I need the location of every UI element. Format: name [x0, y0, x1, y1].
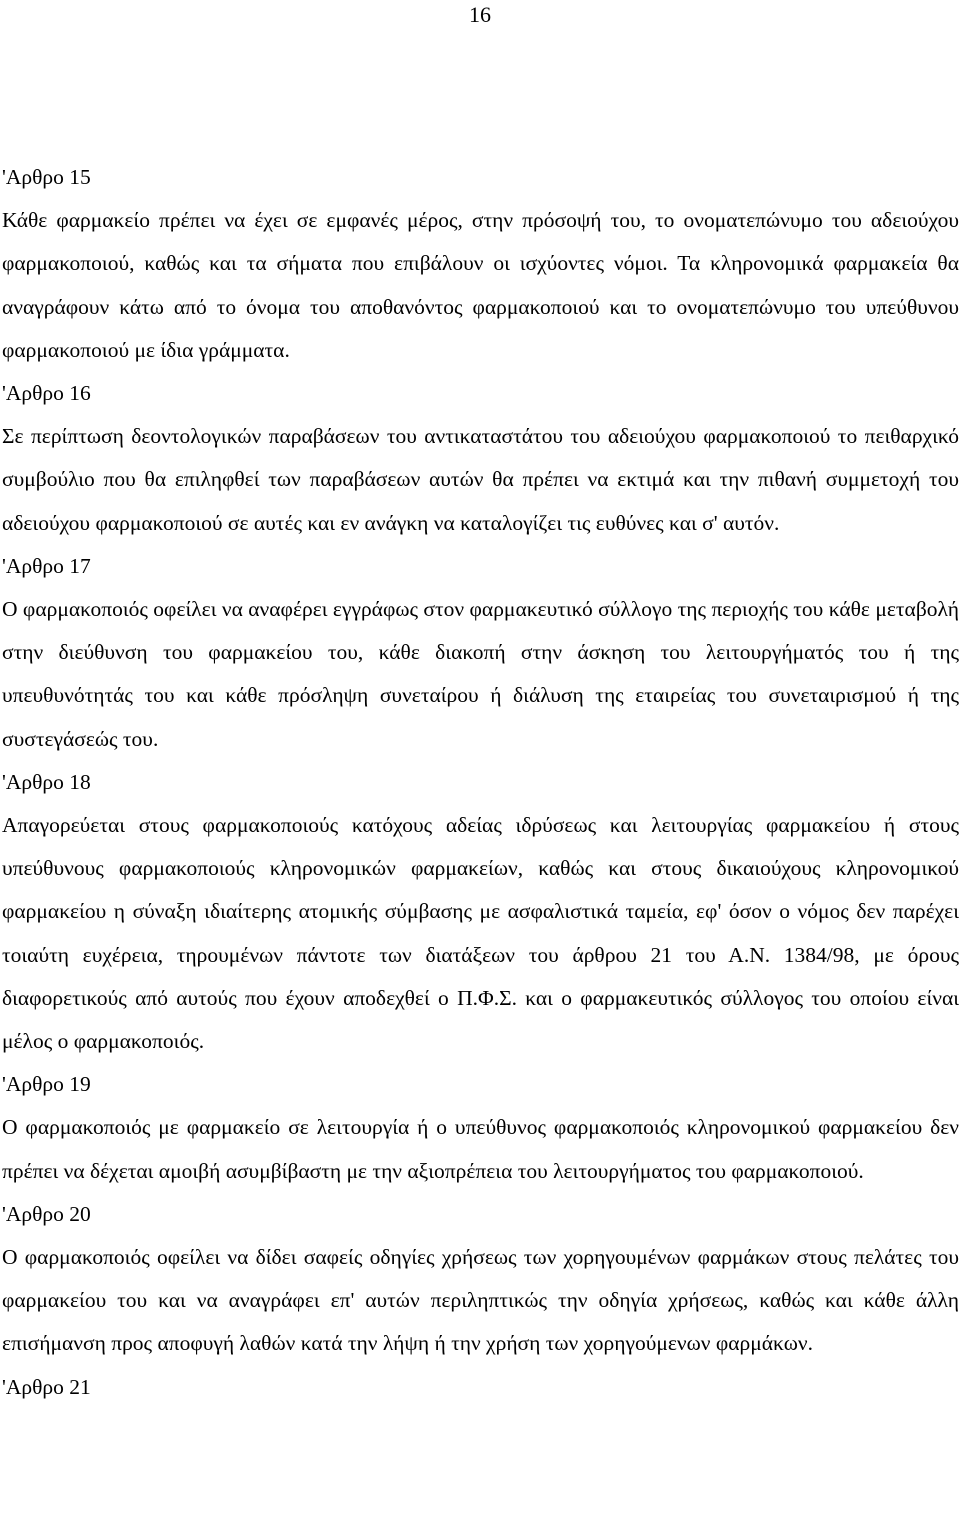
article-16-heading: 'Αρθρο 16 [2, 381, 91, 406]
article-15-heading: 'Αρθρο 15 [2, 165, 91, 189]
article-15-text: Κάθε φαρμακείο πρέπει να έχει σε εμφανές μέρος, στην πρόσοψή του, το ονοματεπώνυμο του αδειούχου φαρμακοποιού, καθώς και τα σήματα που επιβάλουν οι ισχύοντες νόμοι. Τα κληρονομικά φαρμακεία θα αναγράφουν κάτω από το όνομα του αποθανόντος φαρμακοποιού και το ονοματεπώνυμο του υπεύθυνου φαρμακοποιού με ίδια γράμματα. [2, 208, 959, 362]
article-17-heading: 'Αρθρο 17 [2, 553, 91, 578]
article-19-heading: 'Αρθρο 19 [2, 1072, 91, 1097]
article-18-text: Απαγορεύεται στους φαρμακοποιούς κατόχους αδείας ιδρύσεως και λειτουργίας φαρμακείου ή στους υπεύθυνους φαρμακοποιούς κληρονομικών φαρμακείων, καθώς και στους δικαιούχους κληρονομικού φαρμακείου η σύναξη ιδιαίτερης ατομικής σύμβασης με ασφαλιστικά ταμεία, εφ' όσον ο νόμος δεν παρέχει τοιαύτη ευχέρεια, τηρουμένων πάντοτε των διατάξεων του άρθρου 21 του Α.Ν. 1384/98, με όρους διαφορετικούς από αυτούς που έχουν αποδεχθεί ο Π.Φ.Σ. και ο φαρμακευτικός σύλλογος του οποίου είναι μέλος ο φαρμακοποιός. [2, 813, 959, 1054]
article-17-text: Ο φαρμακοποιός οφείλει να αναφέρει εγγράφως στον φαρμακευτικό σύλλογο της περιοχής του κάθε μεταβολή στην διεύθυνση του φαρμακείου του, κάθε διακοπή στην άσκηση του λειτουργήματός του ή της υπευθυνότητάς του και κάθε πρόσληψη συνεταίρου ή διάλυση της εταιρείας του συνεταιρισμού ή της συστεγάσεώς του. [2, 597, 959, 751]
article-21-heading: 'Αρθρο 21 [2, 1374, 91, 1399]
article-20-text: Ο φαρμακοποιός οφείλει να δίδει σαφείς οδηγίες χρήσεως των χορηγουμένων φαρμάκων στους πελάτες του φαρμακείου του και να αναγράφει επ' αυτών περιληπτικώς την οδηγία χρήσεως, καθώς και κάθε άλλη επισήμανση προς αποφυγή λαθών κατά την λήψη ή την χρήση των χορηγούμενων φαρμάκων. [2, 1245, 959, 1356]
page-number: 16 [469, 2, 491, 27]
article-16-text: Σε περίπτωση δεοντολογικών παραβάσεων του αντικαταστάτου του αδειούχου φαρμακοποιού το πειθαρχικό συμβούλιο που θα επιληφθεί των παραβάσεων αυτών θα πρέπει να εκτιμά και την πιθανή συμμετοχή του αδειούχου φαρμακοποιού σε αυτές και εν ανάγκη να καταλογίζει τις ευθύνες και σ' αυτόν. [2, 424, 959, 535]
article-19-text: Ο φαρμακοποιός με φαρμακείο σε λειτουργία ή ο υπεύθυνος φαρμακοποιός κληρονομικού φαρμακείου δεν πρέπει να δέχεται αμοιβή ασυμβίβαστη με την αξιοπρέπεια του λειτουργήματος του φαρμακοποιού. [2, 1115, 959, 1183]
article-20-heading: 'Αρθρο 20 [2, 1201, 91, 1226]
article-18-heading: 'Αρθρο 18 [2, 769, 91, 794]
document-body [2, 156, 959, 1409]
